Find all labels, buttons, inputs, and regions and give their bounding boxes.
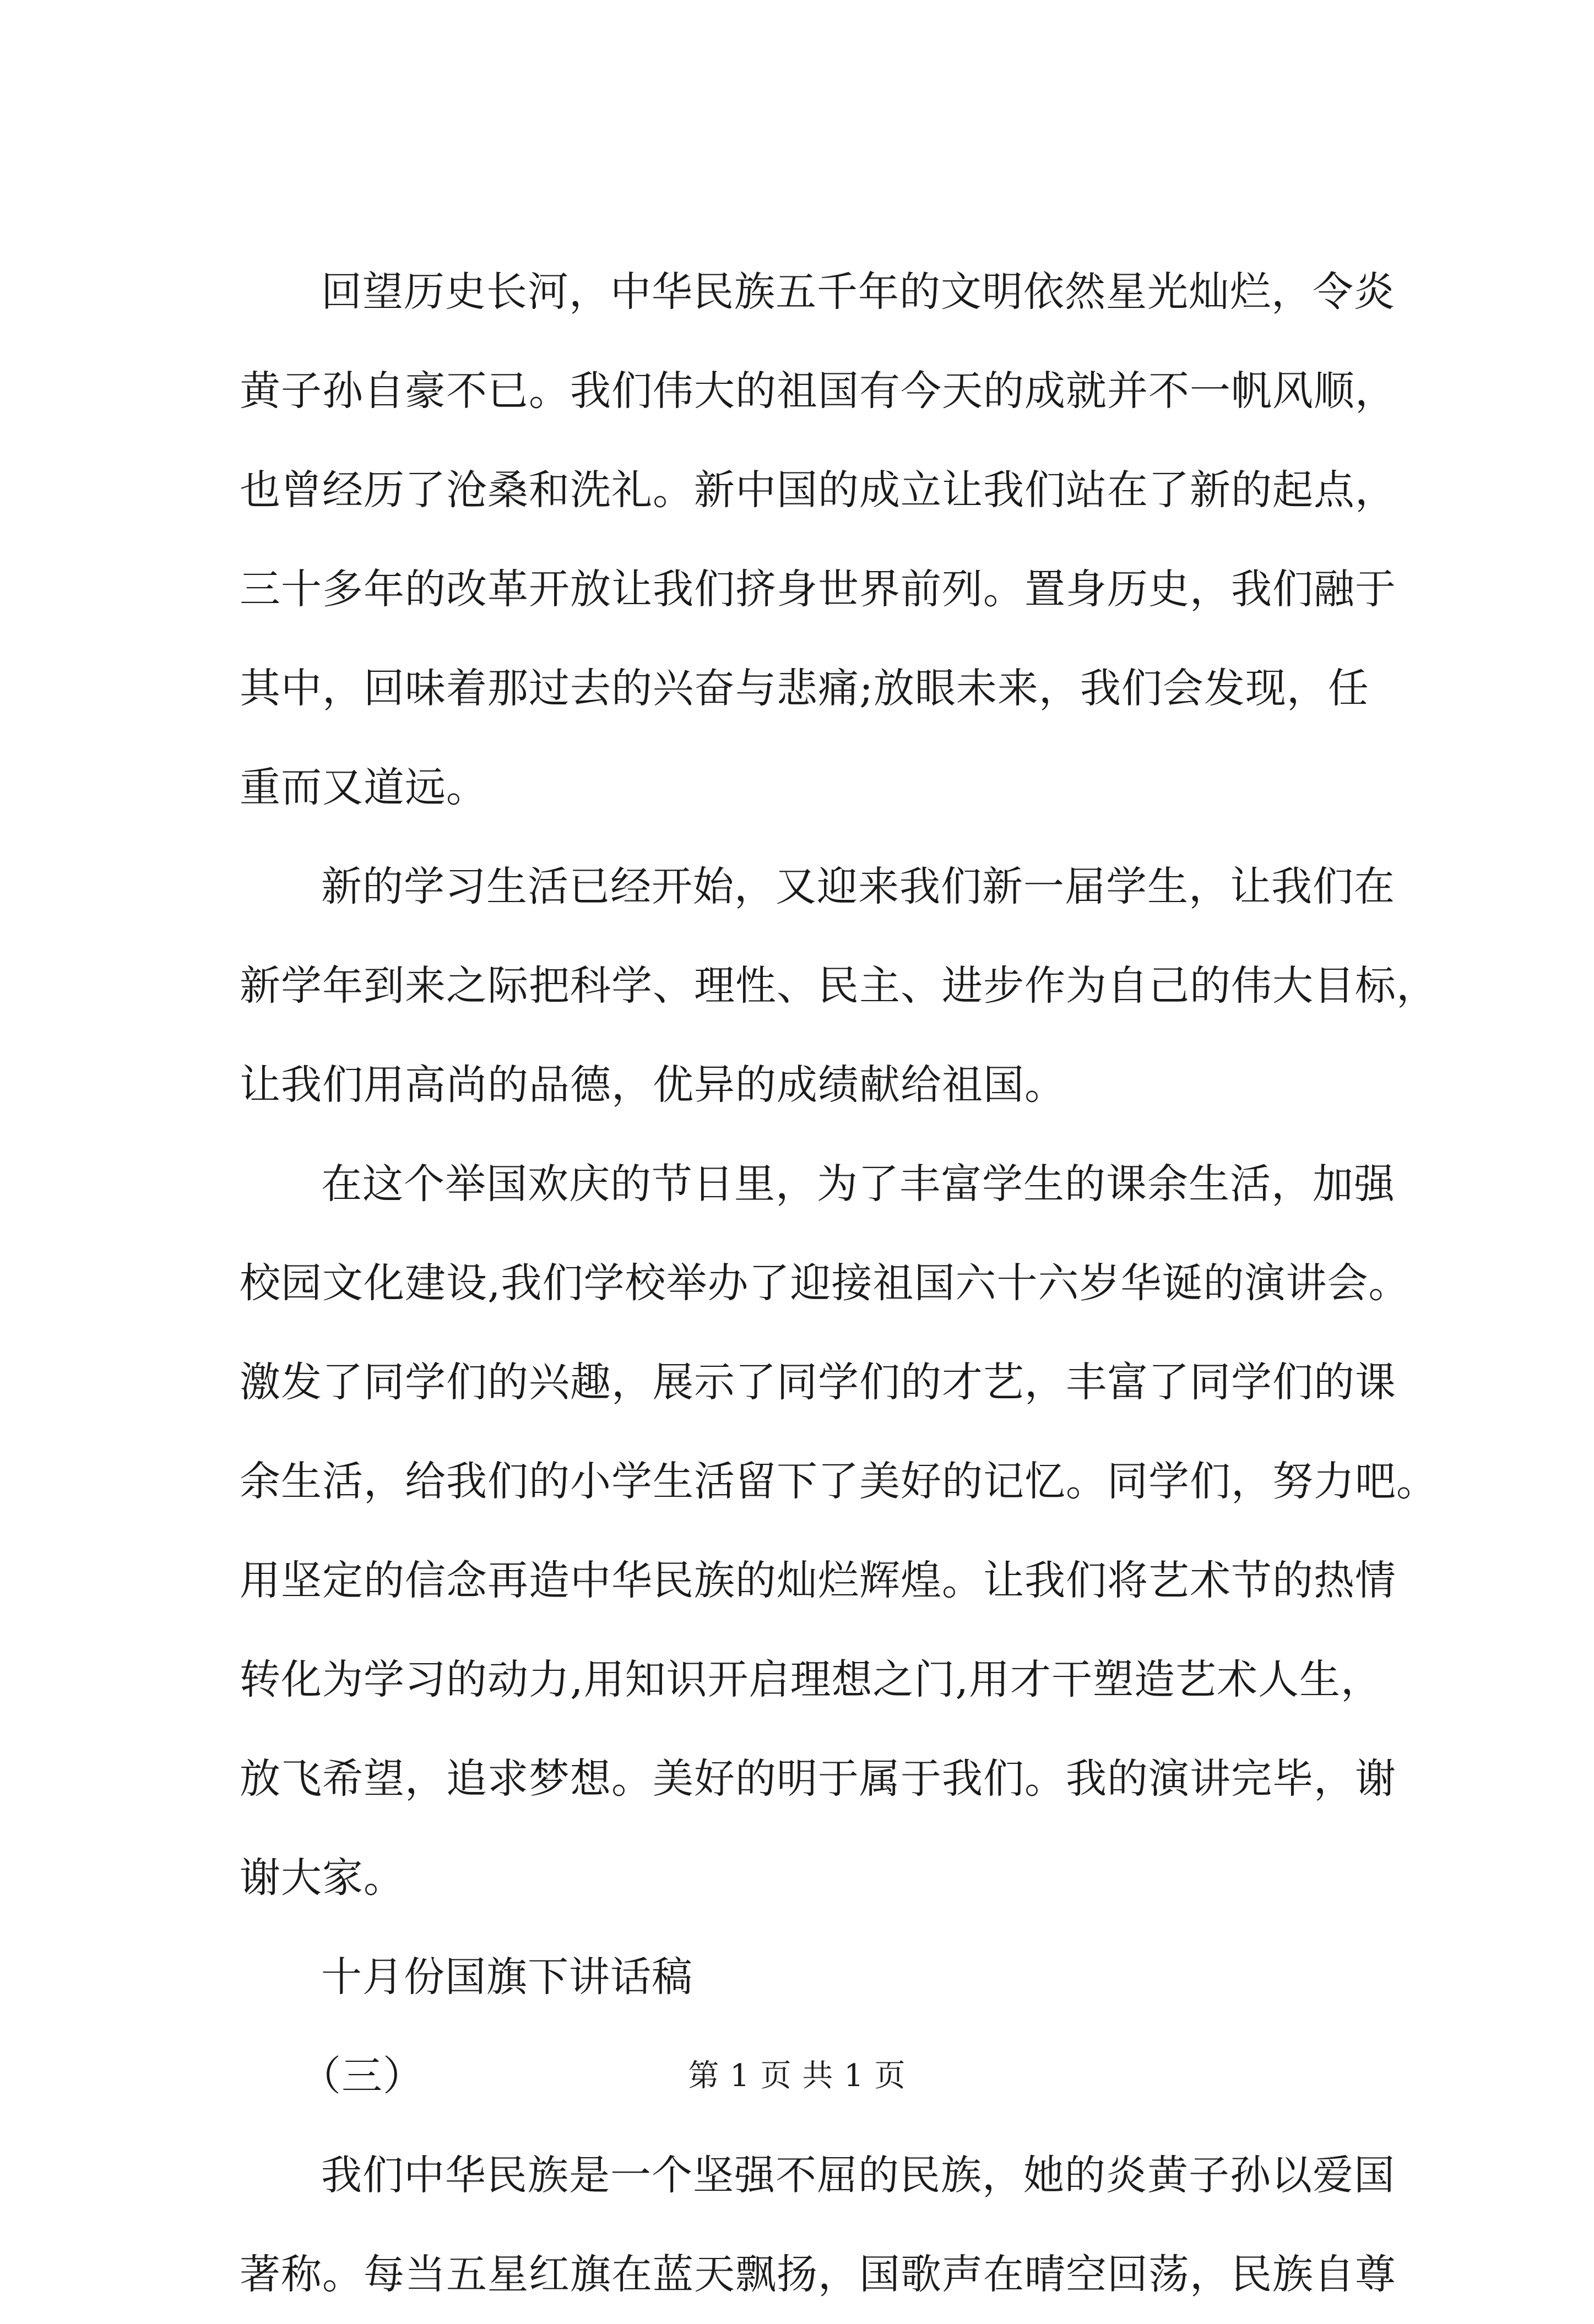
text-line: 放飞希望，追求梦想。美好的明于属于我们。我的演讲完毕，谢 <box>240 1755 1396 1802</box>
text-line: 转化为学习的动力,用知识开启理想之门,用才干塑造艺术人生， <box>240 1656 1382 1703</box>
document-body <box>240 242 1438 2324</box>
text-line: 三十多年的改革开放让我们挤身世界前列。置身历史，我们融于 <box>240 566 1396 613</box>
text-line: 我们中华民族是一个坚强不屈的民族，她的炎黄子孙以爱国 <box>321 2152 1395 2199</box>
text-line: 回望历史长河，中华民族五千年的文明依然星光灿烂，令炎 <box>321 268 1395 316</box>
text-line: 在这个举国欢庆的节日里，为了丰富学生的课余生活，加强 <box>321 1160 1395 1208</box>
text-line: 新学年到来之际把科学、理性、民主、进步作为自己的伟大目标， <box>240 962 1438 1009</box>
text-line: 重而又道远。 <box>240 764 487 811</box>
text-line: 校园文化建设,我们学校举办了迎接祖国六十六岁华诞的演讲会。 <box>240 1259 1410 1307</box>
text-line: 新的学习生活已经开始，又迎来我们新一届学生，让我们在 <box>321 863 1395 910</box>
section-heading: 十月份国旗下讲话稿 <box>321 1953 693 2001</box>
text-line: 激发了同学们的兴趣，展示了同学们的才艺，丰富了同学们的课 <box>240 1359 1396 1406</box>
text-line: 黄子孙自豪不已。我们伟大的祖国有今天的成就并不一帆风顺， <box>240 367 1396 415</box>
text-line: 让我们用高尚的品德，优异的成绩献给祖国。 <box>240 1061 1066 1109</box>
text-line: 也曾经历了沧桑和洗礼。新中国的成立让我们站在了新的起点， <box>240 466 1396 514</box>
text-line: 其中，回味着那过去的兴奋与悲痛;放眼未来，我们会发现，任 <box>240 665 1369 712</box>
text-line: 谢大家。 <box>240 1854 405 1902</box>
section-number: （三） <box>300 2052 424 2100</box>
text-line: 余生活，给我们的小学生活留下了美好的记忆。同学们，努力吧。 <box>240 1458 1438 1505</box>
text-line: 著称。每当五星红旗在蓝天飘扬，国歌声在晴空回荡，民族自尊 <box>240 2251 1396 2298</box>
page-footer: 第 1 页 共 1 页 <box>688 2058 906 2094</box>
text-line: 用坚定的信念再造中华民族的灿烂辉煌。让我们将艺术节的热情 <box>240 1557 1396 1604</box>
